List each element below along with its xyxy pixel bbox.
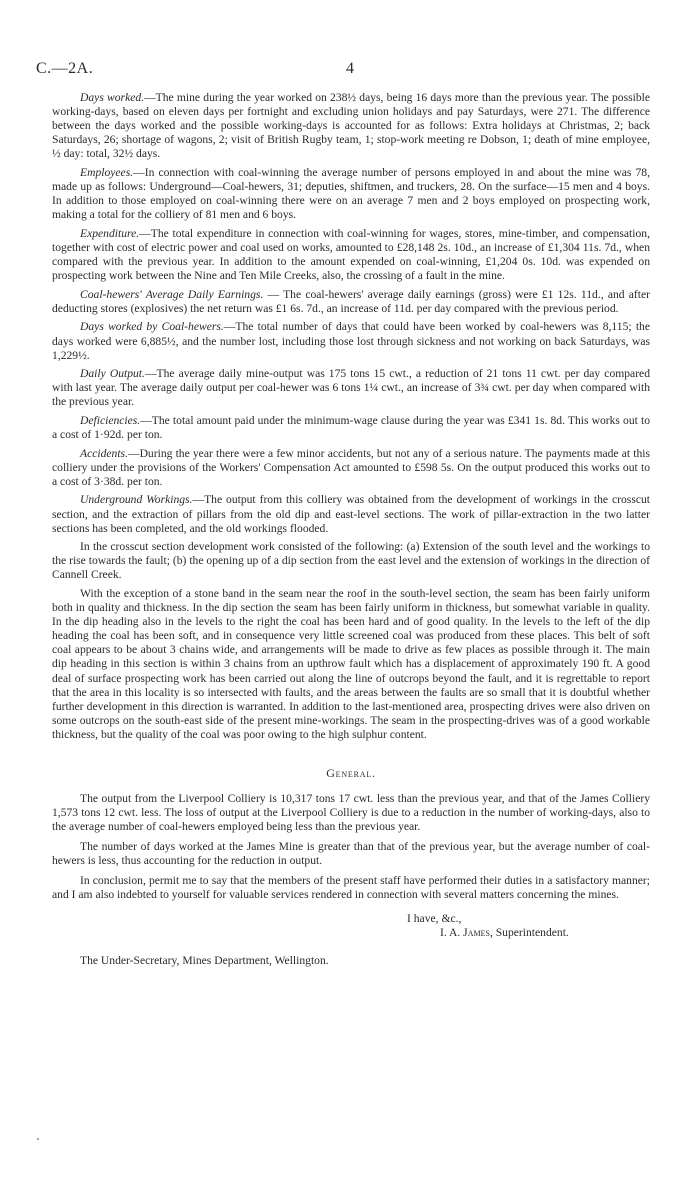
page-number: 4	[346, 60, 354, 77]
document-id: C.—2A.	[36, 60, 94, 77]
paragraph-deficiencies	[52, 414, 650, 442]
paragraph-general-conclusion: In conclusion, permit me to say that the members of the present staff have performed their duties in a satisfactory manner; and I am also indebted to yourself for valuable services rendered in connection with several matters concerning the mines.	[52, 873, 650, 901]
paragraph-text: —The total amount paid under the minimum-wage clause during the year was £341 1s. 8d. This works out to a cost of 1·92d. per ton.	[52, 413, 650, 442]
paragraph-days-hewers	[52, 320, 650, 362]
paragraph-text: — The coal-hewers' average daily earnings (gross) were £1 12s. 11d., and after deducting stores (explosives) the net return was £1 6s. 7d., an increase of 11d. per day compared with the previous period.	[52, 287, 651, 315]
page-header	[36, 60, 650, 82]
paragraph-expenditure	[52, 227, 650, 283]
paragraph-text: —The mine during the year worked on 238½ days, being 16 days more than the previous year. The possible working-days, based on eleven days per fortnight and excluding union holidays and pay Saturdays, were 271. The difference between the days worked and the possible working-days is accounted for as follows: Extra holidays at Christmas, 2; back Saturdays, 26; shortage of wagons, 2; visit of British Rugby team, 1; stop-work meeting re Dobson, 1; death of mine employee, ½ day: total, 32½ days.	[52, 91, 650, 161]
signature-name: I. A. James	[440, 925, 490, 939]
paragraph-text: —The average daily mine-output was 175 tons 15 cwt., a reduction of 21 tons 11 cwt. per day compared with last year. The average daily output per coal-hewer was 6 tons 1¼ cwt., an increase of 3¾ cwt. per day when compared with the previous year.	[52, 367, 651, 409]
signature-closing: I have, &c.,	[407, 911, 462, 925]
paragraph-lead: Accidents.	[80, 446, 128, 460]
paragraph-lead: Daily Output.	[80, 367, 145, 381]
paragraph-general-james: The number of days worked at the James Mine is greater than that of the previous year, but the average number of coal-hewers is less, thus accounting for the reduction in output.	[52, 839, 650, 867]
paragraph-accidents	[52, 447, 650, 489]
addressee: The Under-Secretary, Mines Department, Wellington.	[80, 953, 329, 967]
paragraph-lead: Days worked.	[80, 91, 145, 104]
paragraph-text: —The output from this colliery was obtained from the development of workings in the crosscut section, and the extraction of pillars from the old dip and east-level sections. The work of pillar-extraction in the two latter sections has been completed, and the old workings flooded.	[52, 493, 650, 535]
paragraph-text: —The total expenditure in connection with coal-winning for wages, stores, mine-timber, and compensation, together with cost of electric power and coal used on works, amounted to £28,148 2s. 10d., an increase of £1,304 11s. 7d., when compared with the previous year. In addition to the amount expended on coal-winning, £1,204 0s. 10d. was expended on prospecting work between the Nine and Ten Mile Creeks, also, the crossing of a fault in the mine.	[52, 226, 650, 283]
paragraph-earnings	[52, 288, 650, 316]
paragraph-lead: Deficiencies.	[80, 413, 141, 427]
paragraph-daily-output	[52, 367, 650, 409]
section-heading-general: General.	[326, 766, 376, 781]
signature-title: , Superintendent.	[489, 925, 569, 939]
paragraph-crosscut: In the crosscut section development work consisted of the following: (a) Extension of the south level and the workings to the rise towards the fault; (b) the opening up of a dip section from the east level and the extension of workings in the direction of Cannell Creek.	[52, 540, 650, 582]
scan-speck	[37, 1138, 39, 1140]
paragraph-lead: Expenditure.	[80, 226, 140, 240]
paragraph-text: —In connection with coal-winning the average number of persons employed in and about the mine was 78, made up as follows: Underground—Coal-hewers, 31; deputies, shiftmen, and truckers, 28. On the surface—15 men and 4 boys. In addition to those employed on coal-winning there were on an average 7 men and 2 boys employed on prospecting work, making a total for the colliery of 81 men and 6 boys.	[52, 165, 650, 222]
paragraph-general-output: The output from the Liverpool Colliery is 10,317 tons 17 cwt. less than the previous year, and that of the James Colliery 1,573 tons 12 cwt. less. The loss of output at the Liverpool Colliery is due to a reduction in the number of working-days, also to the average number of coal-hewers employed being less than the previous year.	[52, 792, 650, 834]
paragraph-text: —The total number of days that could have been worked by coal-hewers was 8,115; the days worked were 6,885½, and the number lost, including those lost through sickness and not working on back Saturdays, was 1,229½.	[52, 320, 650, 362]
paragraph-text: —During the year there were a few minor accidents, but not any of a serious nature. The payments made at this colliery under the provisions of the Workers' Compensation Act amounted to £598 5s. On the output produced this works out to a cost of 3·38d. per ton.	[52, 446, 650, 488]
paragraph-seam: With the exception of a stone band in the seam near the roof in the south-level section, the seam has been fairly uniform both in quality and thickness. In the dip section the seam has been fairly uniform in thickness, but somewhat variable in quality. In the dip heading also in the levels to the right the coal has been hard and of good quality. In the levels to the left of the dip heading the coal has been soft, and in consequence very little screened coal was produced from these places. This belt of soft coal appears to be about 3 chains wide, and arrangements will be made to drive as few places as possible through it. The main dip heading in this section is within 3 chains from an upthrow fault which has a displacement of approximately 190 ft. A good deal of surface prospecting work has been carried out along the line of outcrops beyond the fault, and it is regrettable to report that the area in this locality is so intersected with faults, and the areas between the faults are so small that it is doubtful whether further development in this direction is warranted. In addition to the last-mentioned area, prospecting drives were also driven on some outcrops on the south-east side of the present mine-workings. The seam in the prospecting-drives was of a good workable thickness, but the quality of the coal was poor owing to the high sulphur content.	[52, 587, 650, 741]
paragraph-lead: Coal-hewers' Average Daily Earnings.	[80, 287, 264, 301]
paragraph-lead: Employees.	[80, 165, 134, 179]
signature-line	[52, 926, 650, 940]
paragraph-underground	[52, 493, 650, 535]
paragraph-employees	[52, 166, 650, 222]
paragraph-days-worked	[52, 91, 650, 161]
paragraph-lead: Days worked by Coal-hewers.	[80, 320, 224, 334]
report-body	[52, 91, 650, 968]
paragraph-lead: Underground Workings.	[80, 493, 193, 507]
